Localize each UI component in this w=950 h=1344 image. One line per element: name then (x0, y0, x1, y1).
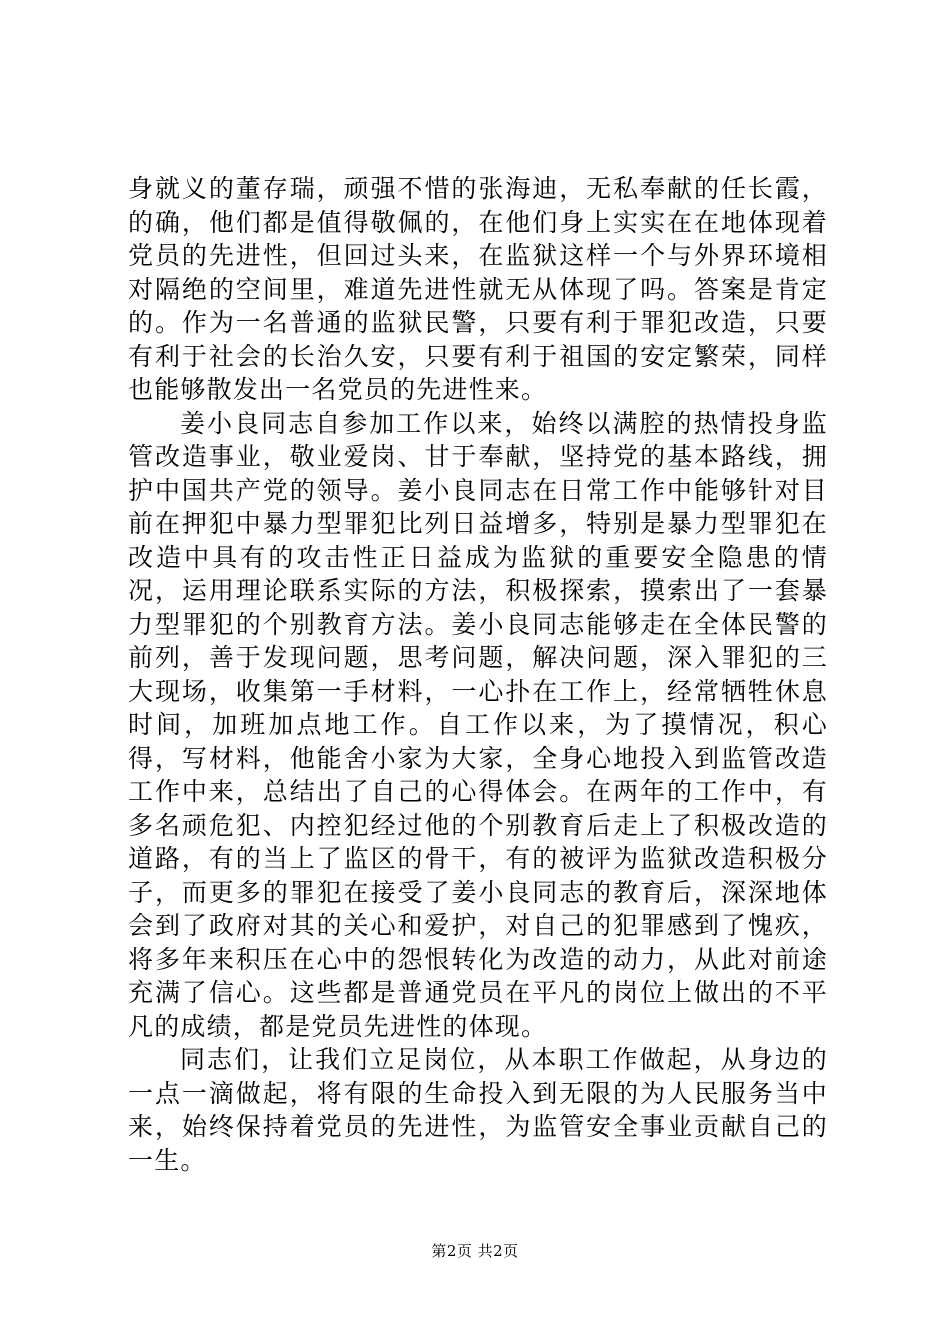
paragraph-continuation: 身就义的董存瑞，顽强不惜的张海迪，无私奉献的任长霞，的确，他们都是值得敬佩的，在他们身上实实在在地体现着党员的先进性，但回过头来，在监狱这样一个与外界环境相对隔绝的空间里，难道先进性就无从体现了吗。答案是肯定的。作为一名普通的监狱民警，只要有利于罪犯改造，只要有利于社会的长治久安，只要有利于祖国的安定繁荣，同样也能够散发出一名党员的先进性来。 (128, 174, 828, 404)
paragraph-closing: 同志们，让我们立足岗位，从本职工作做起，从身边的一点一滴做起，将有限的生命投入到无限的为人民服务当中来，始终保持着党员的先进性，为监管安全事业贡献自己的一生。 (128, 1045, 828, 1175)
page-number-footer: 第2页 共2页 (431, 1242, 519, 1260)
paragraph-jiang-xiaoliang: 姜小良同志自参加工作以来，始终以满腔的热情投身监管改造事业，敬业爱岗、甘于奉献，坚持党的基本路线，拥护中国共产党的领导。姜小良同志在日常工作中能够针对目前在押犯中暴力型罪犯比列日益增多，特别是暴力型罪犯在改造中具有的攻击性正日益成为监狱的重要安全隐患的情况，运用理论联系实际的方法，积极探索，摸索出了一套暴力型罪犯的个别教育方法。姜小良同志能够走在全体民警的前列，善于发现问题，思考问题，解决问题，深入罪犯的三大现场，收集第一手材料，一心扑在工作上，经常牺牲休息时间，加班加点地工作。自工作以来，为了摸情况，积心得，写材料，他能舍小家为大家，全身心地投入到监管改造工作中来，总结出了自己的心得体会。在两年的工作中，有多名顽危犯、内控犯经过他的个别教育后走上了积极改造的道路，有的当上了监区的骨干，有的被评为监狱改造积极分子，而更多的罪犯在接受了姜小良同志的教育后，深深地体会到了政府对其的关心和爱护，对自己的犯罪感到了愧疚，将多年来积压在心中的怨恨转化为改造的动力，从此对前途充满了信心。这些都是普通党员在平凡的岗位上做出的不平凡的成绩，都是党员先进性的体现。 (128, 408, 828, 1041)
document-body (128, 172, 828, 1177)
